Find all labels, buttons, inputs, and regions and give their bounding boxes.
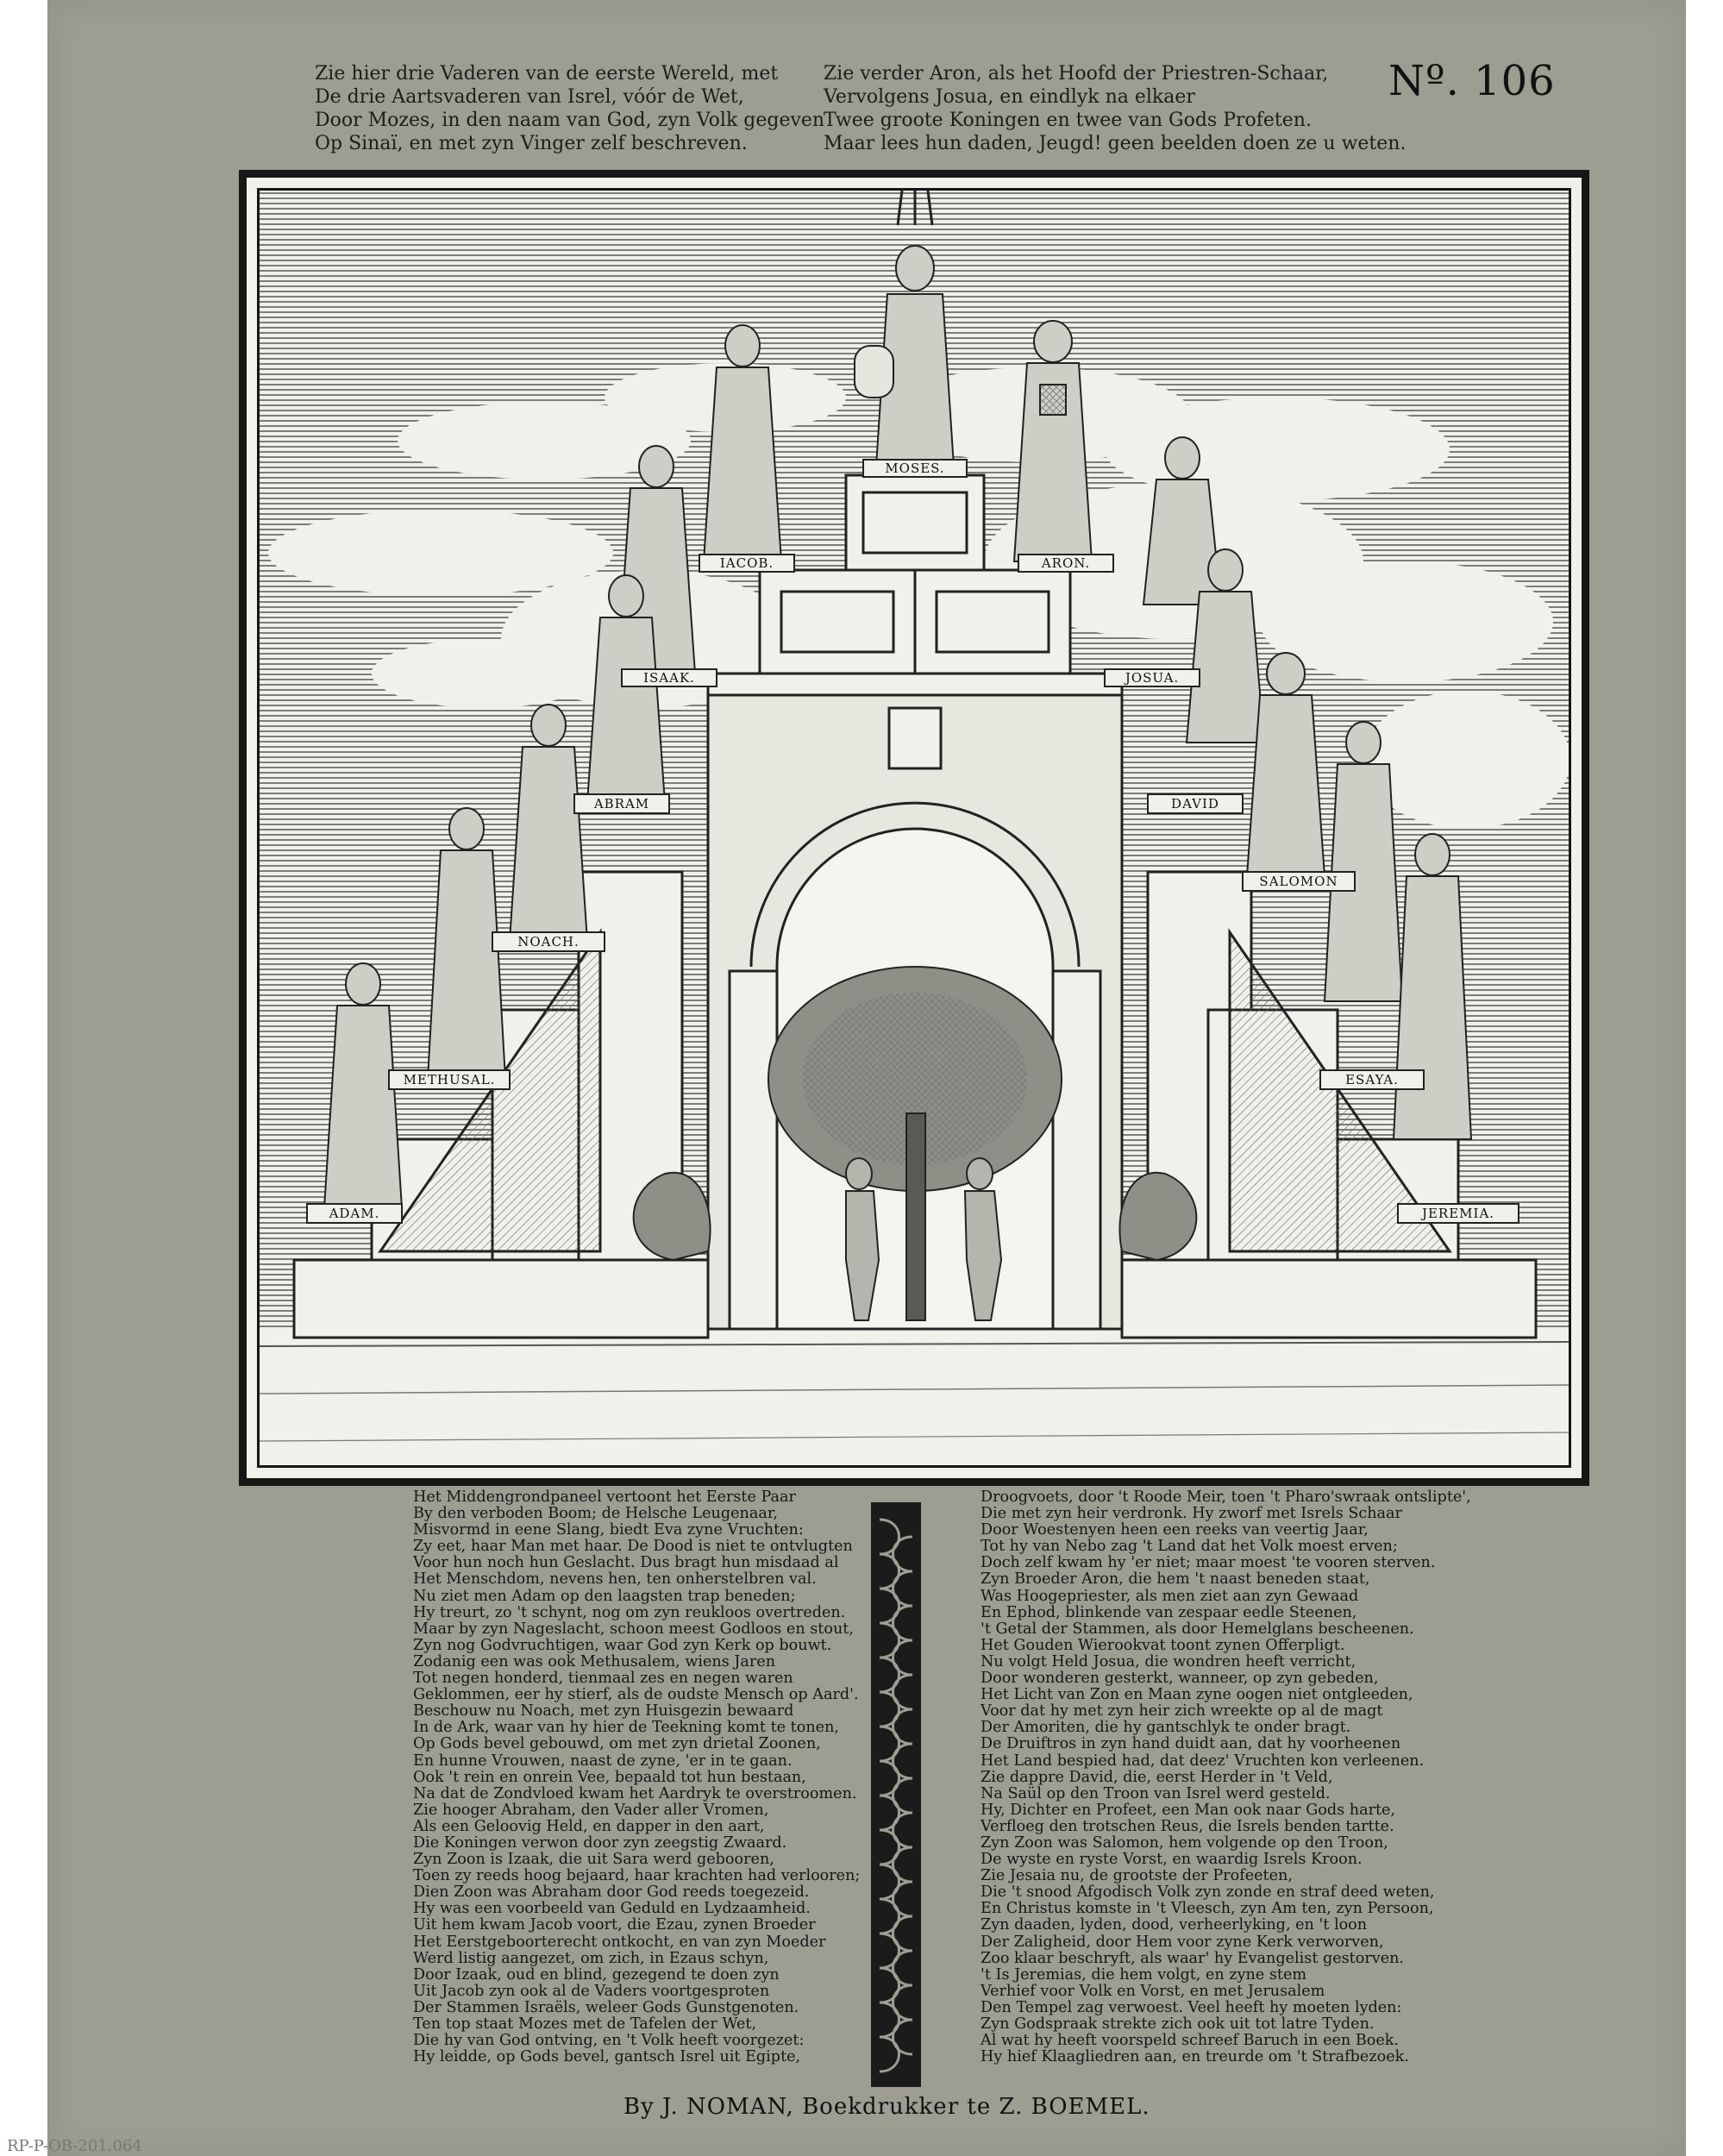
plaque-david [1148, 794, 1243, 813]
poem-line: Voor hun noch hun Geslacht. Dus bragt hun misdaad al [413, 1554, 839, 1572]
poem-line: Die 't snood Afgodisch Volk zyn zonde en straf deed weten, [981, 1883, 1435, 1902]
poem-line: Ten top staat Mozes met de Tafelen der Wet, [413, 2015, 757, 2033]
verse-line: Door Mozes, in den naam van God, zyn Volk gegeven [315, 110, 825, 131]
poem-line: Zyn Godspraak strekte zich ook uit tot latre Tyden. [981, 2015, 1375, 2033]
print-number: Nº. 106 [1388, 57, 1556, 105]
poem-line: Na Saül op den Troon van Isrel werd gesteld. [981, 1784, 1331, 1802]
poem-line: Misvormd in eene Slang, biedt Eva zyne Vruchten: [413, 1521, 804, 1539]
svg-text:MOSES.: MOSES. [885, 461, 945, 476]
poem-line: Door Izaak, oud en blind, gezegend te doen zyn [413, 1965, 780, 1984]
poem-line: Den Tempel zag verwoest. Veel heeft hy moeten lyden: [981, 1998, 1402, 2016]
poem-line: Tot hy van Nebo zag 't Land dat het Volk moest erven; [981, 1538, 1398, 1556]
svg-text:IACOB.: IACOB. [719, 555, 774, 571]
poem-line: Voor dat hy met zyn heir zich wreekte op al de magt [981, 1702, 1383, 1720]
poem-line: Beschouw nu Noach, met zyn Huisgezin bewaard [413, 1702, 794, 1720]
poem-line: Al wat hy heeft voorspeld schreef Baruch in een Boek. [981, 2032, 1400, 2050]
poem-line: Der Stammen Israëls, weleer Gods Gunstgenoten. [413, 1998, 799, 2016]
plaque-jeremia [1398, 1204, 1519, 1223]
plaque-esaya [1320, 1070, 1424, 1089]
poem-line: Werd listig aangezet, om zich, in Ezaus schyn, [413, 1949, 769, 1967]
poem-line: Het Gouden Wierookvat toont zynen Offerpligt. [981, 1636, 1345, 1654]
poem-line: Nu ziet men Adam op den laagsten trap beneden; [413, 1587, 796, 1605]
poem-line: 't Getal der Stammen, als door Hemelglans bescheenen. [981, 1620, 1414, 1638]
svg-text:ADAM.: ADAM. [329, 1206, 380, 1221]
paper-sheet [47, 0, 1686, 2156]
poem-line: Die hy van God ontving, en 't Volk heeft voorgezet: [413, 2032, 805, 2050]
verse-line: Twee groote Koningen en twee van Gods Profeten. [824, 110, 1312, 131]
poem-line: Na dat de Zondvloed kwam het Aardryk te overstroomen. [413, 1784, 857, 1802]
poem-line: Uit Jacob zyn ook al de Vaders voortgesproten [413, 1982, 770, 2000]
poem-line: Nu volgt Held Josua, die wondren heeft verricht, [981, 1652, 1356, 1670]
poem-line: Zyn Zoon is Izaak, die uit Sara werd gebooren, [413, 1851, 774, 1869]
verse-line: Maar lees hun daden, Jeugd! geen beelden doen ze u weten. [824, 133, 1407, 154]
poem-line: Tot negen honderd, tienmaal zes en negen waren [413, 1670, 793, 1688]
poem-line: Ook 't rein en onrein Vee, bepaald tot hun bestaan, [413, 1768, 806, 1786]
vertical-ornament-border [871, 1502, 921, 2087]
plaque-jacob [699, 555, 794, 572]
poem-line: Zie dappre David, die, eerst Herder in 't Veld, [981, 1768, 1333, 1786]
printer-imprint: By J. NOMAN, Boekdrukker te Z. BOEMEL. [623, 2094, 1150, 2120]
poem-line: De wyste en ryste Vorst, en waardig Isrels Kroon. [981, 1851, 1363, 1869]
poem-line: Het Land bespied had, dat deez' Vruchten kon verleenen. [981, 1752, 1425, 1770]
svg-text:JEREMIA.: JEREMIA. [1421, 1206, 1495, 1221]
plaque-isaak [622, 669, 717, 686]
poem-line: Op Gods bevel gebouwd, om met zyn drietal Zoonen, [413, 1735, 821, 1753]
poem-line: 't Is Jeremias, die hem volgt, en zyne stem [981, 1965, 1307, 1984]
poem-line: Verfloeg den trotschen Reus, die Isrels benden tartte. [981, 1817, 1394, 1835]
ornament-pattern [871, 1502, 921, 2087]
poem-line: Zyn Broeder Aron, die hem 't naast beneden staat, [981, 1570, 1370, 1589]
svg-text:ARON.: ARON. [1041, 555, 1091, 571]
poem-line: Maar by zyn Nageslacht, schoon meest Godloos en stout, [413, 1620, 854, 1638]
poem-line: Hy, Dichter en Profeet, een Man ook naar Gods harte, [981, 1801, 1396, 1819]
poem-line: Toen zy reeds hoog bejaard, haar krachten had verlooren; [413, 1867, 861, 1885]
verse-line: De drie Aartsvaderen van Isrel, vóór de Wet, [315, 86, 744, 108]
poem-line: Dien Zoon was Abraham door God reeds toegezeid. [413, 1883, 810, 1902]
poem-left-column [413, 1489, 860, 2065]
plaque-aron [1018, 555, 1113, 572]
poem-line: Hy was een voorbeeld van Geduld en Lydzaamheid. [413, 1900, 811, 1918]
poem-line: Zie hooger Abraham, den Vader aller Vromen, [413, 1801, 769, 1819]
poem-line: En Christus komste in 't Vleesch, zyn Am ten, zyn Persoon, [981, 1900, 1434, 1918]
verse-line: Op Sinaï, en met zyn Vinger zelf beschreven. [315, 133, 748, 154]
poem-line: Hy leidde, op Gods bevel, gantsch Isrel uit Egipte, [413, 2048, 801, 2066]
poem-line: Het Licht van Zon en Maan zyne oogen niet ontgleeden, [981, 1686, 1413, 1704]
svg-text:JOSUA.: JOSUA. [1125, 670, 1180, 686]
svg-text:ISAAK.: ISAAK. [643, 670, 695, 686]
top-verse-left [315, 62, 824, 155]
plaque-abram [574, 794, 669, 813]
poem-line: By den verboden Boom; de Helsche Leugenaar, [413, 1505, 778, 1523]
svg-text:ESAYA.: ESAYA. [1345, 1072, 1399, 1087]
poem-line: Als een Geloovig Held, en dapper in den aart, [413, 1817, 765, 1835]
plaque-moses [863, 460, 967, 477]
poem-line: Zoo klaar beschryft, als waar' hy Evangelist gestorven. [981, 1949, 1405, 1967]
engraving-illustration [260, 191, 1569, 1465]
poem-line: In de Ark, waar van hy hier de Teekning komt te tonen, [413, 1719, 839, 1737]
engraving-frame [239, 170, 1589, 1486]
poem-line: Door wonderen gesterkt, wanneer, op zyn gebeden, [981, 1670, 1379, 1688]
verse-line: Zie verder Aron, als het Hoofd der Priestren-Schaar, [824, 63, 1329, 85]
svg-text:SALOMON: SALOMON [1259, 874, 1338, 889]
verse-line: Vervolgens Josua, en eindlyk na elkaer [824, 86, 1195, 108]
poem-line: Het Middengrondpaneel vertoont het Eerste Paar [413, 1489, 796, 1506]
poem-line: Zy eet, haar Man met haar. De Dood is niet te ontvlugten [413, 1538, 853, 1556]
svg-text:NOACH.: NOACH. [517, 934, 580, 950]
poem-line: Hy treurt, zo 't schynt, nog om zyn reukloos overtreden. [413, 1603, 846, 1621]
poem-line: Het Eerstgeboorterecht ontkocht, en van zyn Moeder [413, 1933, 826, 1951]
poem-line: Doch zelf kwam hy 'er niet; maar moest 'te vooren sterven. [981, 1554, 1436, 1572]
plaque-noach [492, 932, 605, 951]
engraving [257, 188, 1571, 1468]
plaque-methusal [389, 1070, 510, 1089]
poem-line: Was Hoogepriester, als men ziet aan zyn Gewaad [981, 1587, 1359, 1605]
poem-line: Der Amoriten, die hy gantschlyk te onder bragt. [981, 1719, 1351, 1737]
poem-line: Het Menschdom, nevens hen, ten onherstelbren val. [413, 1570, 817, 1589]
poem-line: Zyn nog Godvruchtigen, waar God zyn Kerk op bouwt. [413, 1636, 832, 1654]
plaque-josua [1105, 669, 1200, 686]
svg-text:METHUSAL.: METHUSAL. [403, 1072, 496, 1087]
poem-line: Droogvoets, door 't Roode Meir, toen 't Pharo'swraak ontslipte', [981, 1489, 1471, 1506]
poem-line: En hunne Vrouwen, naast de zyne, 'er in te gaan. [413, 1752, 793, 1770]
svg-text:ABRAM: ABRAM [593, 796, 650, 812]
poem-line: Door Woestenyen heen een reeks van veertig Jaar, [981, 1521, 1369, 1539]
poem-line: En Ephod, blinkende van zespaar eedle Steenen, [981, 1603, 1357, 1621]
poem-line: Uit hem kwam Jacob voort, die Ezau, zynen Broeder [413, 1916, 816, 1934]
plaque-salomon [1243, 872, 1355, 891]
poem-line: Verhief voor Volk en Vorst, en met Jerusalem [981, 1982, 1325, 2000]
plaque-adam [307, 1204, 402, 1223]
poem-line: Hy hief Klaagliedren aan, en treurde om 't Strafbezoek. [981, 2048, 1409, 2066]
poem-line: Geklommen, eer hy stierf, als de oudste Mensch op Aard'. [413, 1686, 859, 1704]
poem-line: Zyn daaden, lyden, dood, verheerlyking, en 't loon [981, 1916, 1368, 1934]
poem-line: Zodanig een was ook Methusalem, wiens Jaren [413, 1652, 776, 1670]
poem-line: Der Zaligheid, door Hem voor zyne Kerk verworven, [981, 1933, 1384, 1951]
poem-line: Die met zyn heir verdronk. Hy zworf met Isrels Schaar [981, 1505, 1402, 1523]
poem-right-column [981, 1489, 1471, 2065]
verse-line: Zie hier drie Vaderen van de eerste Wereld, met [315, 63, 779, 85]
svg-text:DAVID: DAVID [1171, 796, 1219, 812]
shelfmark: RP-P-OB-201.064 [7, 2137, 142, 2155]
poem-line: Die Koningen verwon door zyn zeegstig Zwaard. [413, 1833, 787, 1852]
top-verse-right [824, 62, 1406, 155]
poem-line: Zyn Zoon was Salomon, hem volgende op den Troon, [981, 1833, 1388, 1852]
poem-line: De Druiftros in zyn hand duidt aan, dat hy voorheenen [981, 1735, 1401, 1753]
poem-line: Zie Jesaia nu, de grootste der Profeeten, [981, 1867, 1293, 1885]
